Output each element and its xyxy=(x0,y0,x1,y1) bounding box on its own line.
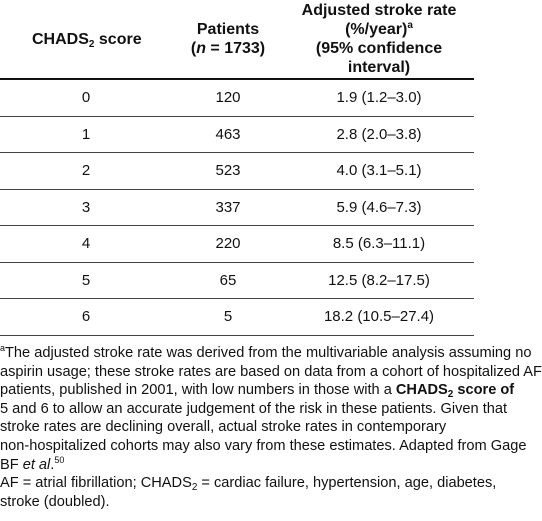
footnote-l1: The adjusted stroke rate was derived from the multivariable analysis assuming no xyxy=(5,345,532,361)
header-stroke-rate xyxy=(284,0,474,79)
cell-score: 1 xyxy=(0,116,172,153)
header-patients-rest: = 1733) xyxy=(205,40,266,57)
table-row xyxy=(0,299,474,336)
table-row xyxy=(0,189,474,226)
header-patients-line1: Patients xyxy=(196,21,260,38)
header-patients-n: n xyxy=(196,40,206,57)
cell-patients: 337 xyxy=(172,189,284,226)
header-chads-main: CHADS xyxy=(32,30,89,48)
header-chads-tail: score xyxy=(94,30,142,48)
header-rate-line2: (%/year) xyxy=(345,21,408,38)
cell-rate: 1.9 (1.2–3.0) xyxy=(284,79,474,116)
cell-score: 5 xyxy=(0,262,172,299)
footnote-l8a: AF = atrial fibrillation; CHADS xyxy=(0,475,192,492)
cell-score: 3 xyxy=(0,189,172,226)
footnote-l8c: = cardiac failure, hypertension, age, diabetes, xyxy=(197,475,497,492)
footnote-line-2: aspirin usage; these stroke rates are based on data from a cohort of hospitalized AF xyxy=(0,363,542,380)
cell-rate: 8.5 (6.3–11.1) xyxy=(284,226,474,263)
table-row xyxy=(0,116,474,153)
footnote-line-5: stroke rates are declining overall, actual stroke rates in contemporary xyxy=(0,419,447,436)
table-row xyxy=(0,262,474,299)
cell-patients: 65 xyxy=(172,262,284,299)
footnote-chads-bold xyxy=(395,382,515,401)
footnote-line-4: 5 and 6 to allow an accurate judgement of the risk in these patients. Given that xyxy=(0,400,508,417)
footnote-l3d: score of xyxy=(453,382,515,399)
table-row xyxy=(0,79,474,116)
footnote-l3c: 2 xyxy=(447,389,454,401)
cell-score: 6 xyxy=(0,299,172,336)
cell-patients: 523 xyxy=(172,153,284,190)
header-patients xyxy=(172,0,284,79)
cell-score: 2 xyxy=(0,153,172,190)
footnote-line-6: non-hospitalized cohorts may also vary from these estimates. Adapted from Gage xyxy=(0,437,527,454)
footnote-l8b: 2 xyxy=(191,482,198,494)
footnote-l7b: et al xyxy=(22,456,51,473)
header-chads-subscript: 2 xyxy=(88,38,95,50)
cell-rate: 5.9 (4.6–7.3) xyxy=(284,189,474,226)
cell-score: 4 xyxy=(0,226,172,263)
footnote-mark: a xyxy=(0,343,6,353)
footnote-line-9: stroke (doubled). xyxy=(0,493,110,510)
header-rate-line1: Adjusted stroke rate xyxy=(301,2,457,19)
header-rate-footnote-mark: a xyxy=(407,20,413,31)
header-rate-line3: (95% confidence xyxy=(315,40,443,57)
footnote-line-8 xyxy=(0,474,497,494)
footnote-l3a: patients, published in 2001, with low numbers in those with a xyxy=(0,382,396,399)
cell-patients: 220 xyxy=(172,226,284,263)
footnote-line-1 xyxy=(0,343,532,363)
cell-patients: 463 xyxy=(172,116,284,153)
footnote-l7c: . xyxy=(50,456,55,473)
footnote-l3b: CHADS xyxy=(395,382,448,399)
table-header-row xyxy=(0,0,474,79)
cell-rate: 18.2 (10.5–27.4) xyxy=(284,299,474,336)
cell-patients: 5 xyxy=(172,299,284,336)
header-chads-score xyxy=(0,0,172,79)
cell-patients: 120 xyxy=(172,79,284,116)
footnote-l7d: 50 xyxy=(54,454,65,465)
cell-rate: 12.5 (8.2–17.5) xyxy=(284,262,474,299)
footnote-line-7 xyxy=(0,456,490,475)
footnote-l7a: BF xyxy=(0,456,23,473)
header-patients-open: ( xyxy=(190,40,197,57)
table-footnote xyxy=(0,343,542,511)
cell-score: 0 xyxy=(0,79,172,116)
cell-rate: 2.8 (2.0–3.8) xyxy=(284,116,474,153)
footnote-line-3 xyxy=(0,381,515,401)
cell-rate: 4.0 (3.1–5.1) xyxy=(284,153,474,190)
header-rate-line4: interval) xyxy=(347,59,411,76)
table-row xyxy=(0,153,474,190)
table-row xyxy=(0,226,474,263)
